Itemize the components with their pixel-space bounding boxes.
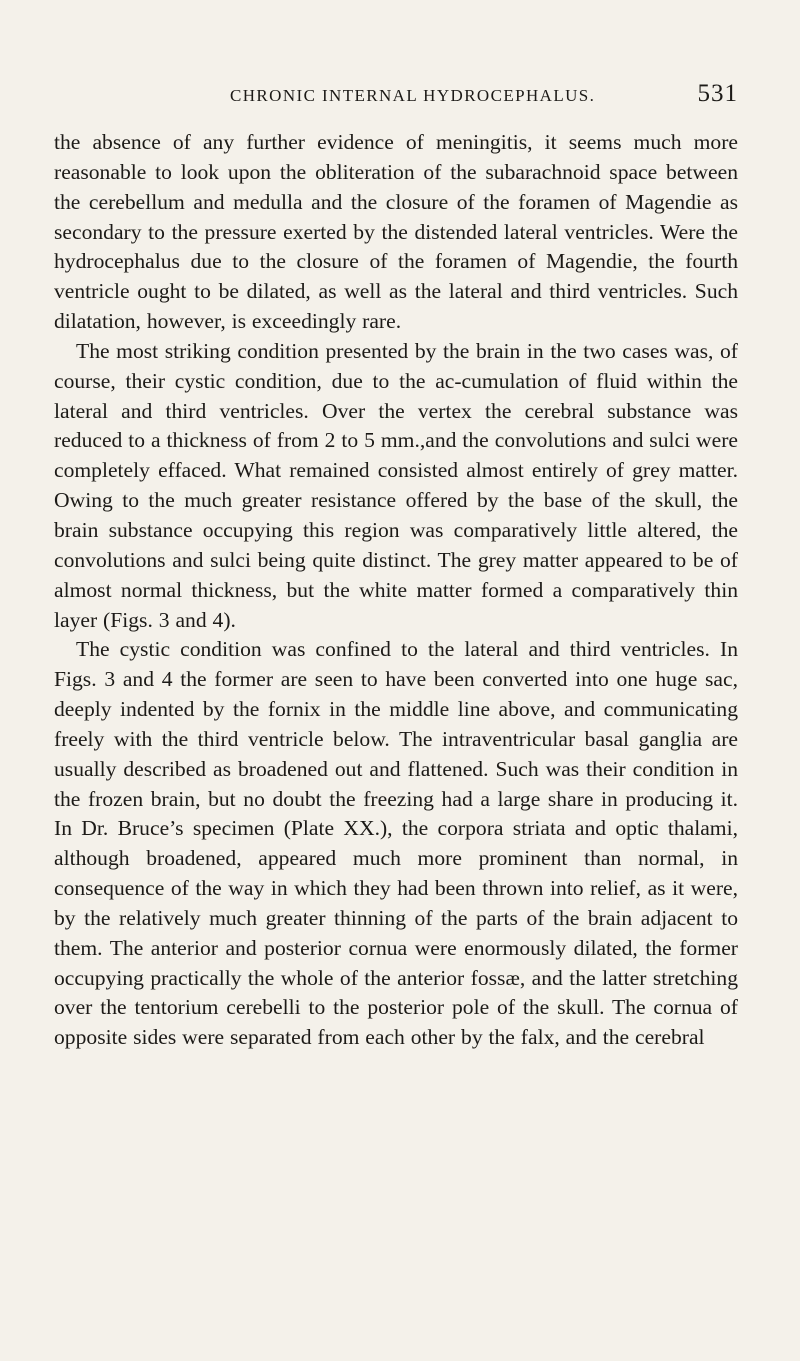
running-head	[54, 80, 738, 116]
body-text	[54, 128, 738, 1053]
running-title: CHRONIC INTERNAL HYDROCEPHALUS.	[230, 86, 596, 105]
page-number: 531	[697, 80, 738, 107]
paragraph: the absence of any further evidence of meningitis, it seems much more reasonable to look upon the obliteration of the subarachnoid space between the cerebellum and medulla and the closure of the foramen of Magendie as secondary to the pressure exerted by the distended lateral ventricles. Were the hydrocephalus due to the closure of the foramen of Magendie, the fourth ventricle ought to be dilated, as well as the lateral and third ventricles. Such dilatation, however, is exceedingly rare.	[54, 130, 738, 334]
paragraph: The cystic condition was confined to the lateral and third ventricles. In Figs. 3 and 4 the former are seen to have been converted into one huge sac, deeply indented by the fornix in the middle line above, and communicating freely with the third ventricle below. The intraventricular basal ganglia are usually described as broadened out and flattened. Such was their condition in the frozen brain, but no doubt the freezing had a large share in producing it. In Dr. Bruce’s specimen (Plate XX.), the corpora striata and optic thalami, although broadened, appeared much more prominent than normal, in consequence of the way in which they had been thrown into relief, as it were, by the relatively much greater thinning of the parts of the brain adjacent to them. The anterior and posterior cornua were enormously dilated, the former occupying practically the whole of the anterior fossæ, and the latter stretching over the tentorium cerebelli to the posterior pole of the skull. The cornua of opposite sides were separated from each other by the falx, and the cerebral	[54, 637, 738, 1050]
paragraph: The most striking condition presented by the brain in the two cases was, of course, their cystic condition, due to the ac-cumulation of fluid within the lateral and third ventricles. Over the vertex the cerebral substance was reduced to a thickness of from 2 to 5 mm.,and the convolutions and sulci were completely effaced. What remained consisted almost entirely of grey matter. Owing to the much greater resistance offered by the base of the skull, the brain substance occupying this region was comparatively little altered, the convolutions and sulci being quite distinct. The grey matter appeared to be of almost normal thickness, but the white matter formed a comparatively thin layer (Figs. 3 and 4).	[54, 338, 738, 632]
